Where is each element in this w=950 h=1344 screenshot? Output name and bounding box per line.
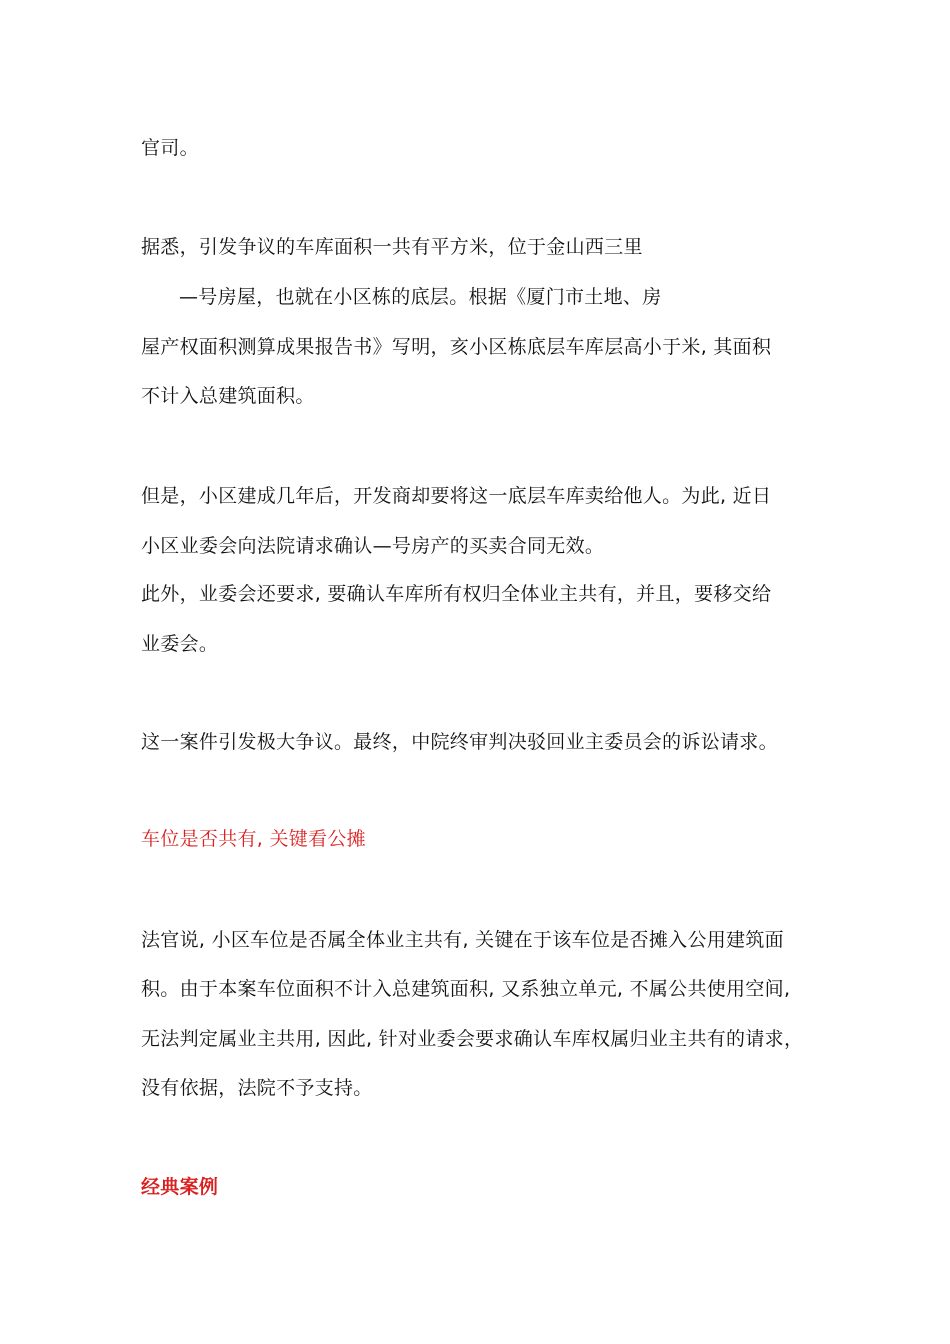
paragraph-line: 此外，业委会还要求, 要确认车库所有权归全体业主共有，并且，要移交给 (141, 583, 772, 605)
section-heading: 经典案例 (141, 1176, 219, 1198)
section-heading: 车位是否共有, 关键看公摊 (141, 828, 366, 850)
paragraph-line: 屋产权面积测算成果报告书》写明，亥小区栋底层车库层高小于米, 其面积 (141, 336, 772, 358)
paragraph-line: 业委会。 (141, 633, 219, 655)
paragraph-line: 无法判定属业主共用, 因此, 针对业委会要求确认车库权属归业主共有的请求， (141, 1028, 804, 1050)
paragraph-line: 这一案件引发极大争议。最终，中院终审判决驳回业主委员会的诉讼请求。 (141, 731, 778, 753)
paragraph-line: 但是，小区建成几年后，开发商却要将这一底层车库卖给他人。为此, 近日 (141, 485, 772, 507)
paragraph-line: 法官说, 小区车位是否属全体业主共有, 关键在于该车位是否摊入公用建筑面 (141, 929, 784, 951)
paragraph-line: 小区业委会向法院请求确认—号房产的买卖合同无效。 (141, 535, 605, 557)
paragraph-line: —号房屋，也就在小区栋的底层。根据《厦门市土地、房 (179, 286, 662, 308)
paragraph-line: 不计入总建筑面积。 (141, 385, 315, 407)
paragraph-line: 官司。 (141, 137, 199, 159)
paragraph-line: 据悉，引发争议的车库面积一共有平方米，位于金山西三里 (141, 236, 643, 258)
paragraph-line: 没有依据，法院不予支持。 (141, 1077, 373, 1099)
paragraph-line: 积。由于本案车位面积不计入总建筑面积, 又系独立单元, 不属公共使用空间, (141, 978, 791, 1000)
